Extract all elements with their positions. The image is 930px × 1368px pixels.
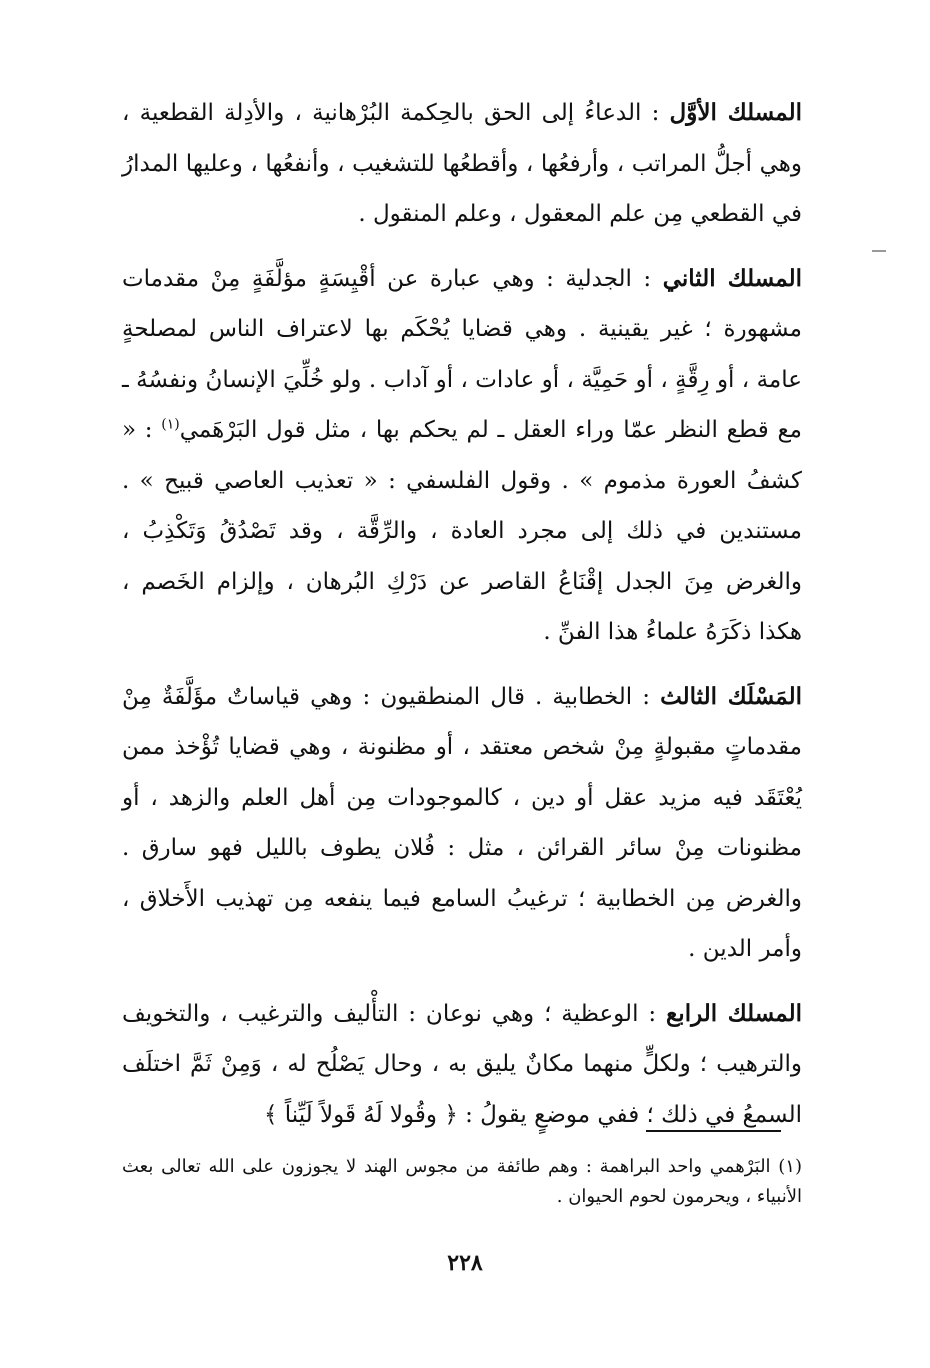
footnote: (١) البَرْهمي واحد البراهمة : وهم طائفة من مجوس الهند لا يجوزون على الله تعالى بعث الأنبياء ، ويحرمون لحوم الحيوان .	[122, 1156, 802, 1207]
paragraph-first-path	[122, 88, 802, 240]
heading-first-path: المسلك الأوَّل	[669, 99, 802, 126]
paragraph-text: : الجدلية : وهي عبارة عن أقْيِسَةٍ مؤلَّفَةٍ مِنْ مقدمات مشهورة ؛ غير يقينية . وهي قضايا يُحْكَم بها لاعتراف الناس لمصلحةٍ عامة ، أو رِقَّةٍ ، أو حَمِيَّة ، أو عادات ، أو آداب . ولو خُلِّيَ الإنسانُ ونفسُهُ ـ مع قطع النظر عمّا وراء العقل ـ لم يحكم بها ، مثل قول البَرْهَمي	[122, 265, 803, 443]
heading-fourth-path: المسلك الرابع	[666, 999, 802, 1027]
paragraph-third-path	[122, 672, 802, 975]
paragraph-text: : الخطابية . قال المنطقيون : وهي قياساتٌ مؤَلَّفَةٌ مِنْ مقدماتٍ مقبولةٍ مِنْ شخص معتقد ، أو مظنونة ، وهي قضايا تُؤْخذ ممن يُعْتَقَد فيه مزيد عقل أو دين ، كالموجودات مِن أهل العلم والزهد ، أو مظنونات مِنْ سائر القرائن ، مثل : فُلان يطوف بالليل فهو سارق . والغرض مِن الخطابية ؛ ترغيبُ السامع فيما ينفعه مِن تهذيب الأَخلاق ، وأمر الدين .	[122, 683, 802, 962]
margin-mark	[872, 250, 886, 252]
heading-second-path: المسلك الثاني	[662, 264, 803, 292]
main-text	[122, 88, 802, 1140]
paragraph-second-path	[122, 254, 802, 658]
paragraph-fourth-path	[122, 989, 802, 1141]
footnote-reference: (١)	[161, 416, 180, 433]
paragraph-text: : الوعظية ؛ وهي نوعان : التأْليف والترغيب ، والتخويف والترهيب ؛ ولكلٍّ منهما مكانٌ يليق به ، وحال يَصْلُح له ، وَمِنْ ثَمَّ اختلَف السمعُ في ذلك ؛ ففي موضعٍ يقولُ : ﴿ وقُولا لَهُ قَولاً لَيِّناً ﴾	[122, 1000, 802, 1128]
paragraph-text-continued: : « كشفُ العورة مذموم » . وقول الفلسفي : « تعذيب العاصي قبيح » . مستندين في ذلك إلى مجرد العادة ، والرِّقَّة ، وقد تَصْدُقُ وَتَكْذِبُ ، والغرض مِنَ الجدل إقْنَاعُ القاصر عن دَرْكِ البُرهان ، وإلزام الخَصم ، هكذا ذكَرَهُ علماءُ هذا الفنِّ .	[122, 417, 802, 645]
paragraph-text: : الدعاءُ إلى الحق بالحِكمة البُرْهانية ، والأدِلة القطعية ، وهي أجلُّ المراتب ، وأرفعُها ، وأقطعُها للتشغيب ، وأنفعُها ، وعليها المدارُ في القطعي مِن علم المعقول ، وعلم المنقول .	[122, 100, 802, 227]
page-number: ٢٢٨	[447, 1250, 483, 1276]
footnote-separator	[646, 1130, 781, 1132]
heading-third-path: المَسْلَك الثالث	[660, 682, 802, 710]
